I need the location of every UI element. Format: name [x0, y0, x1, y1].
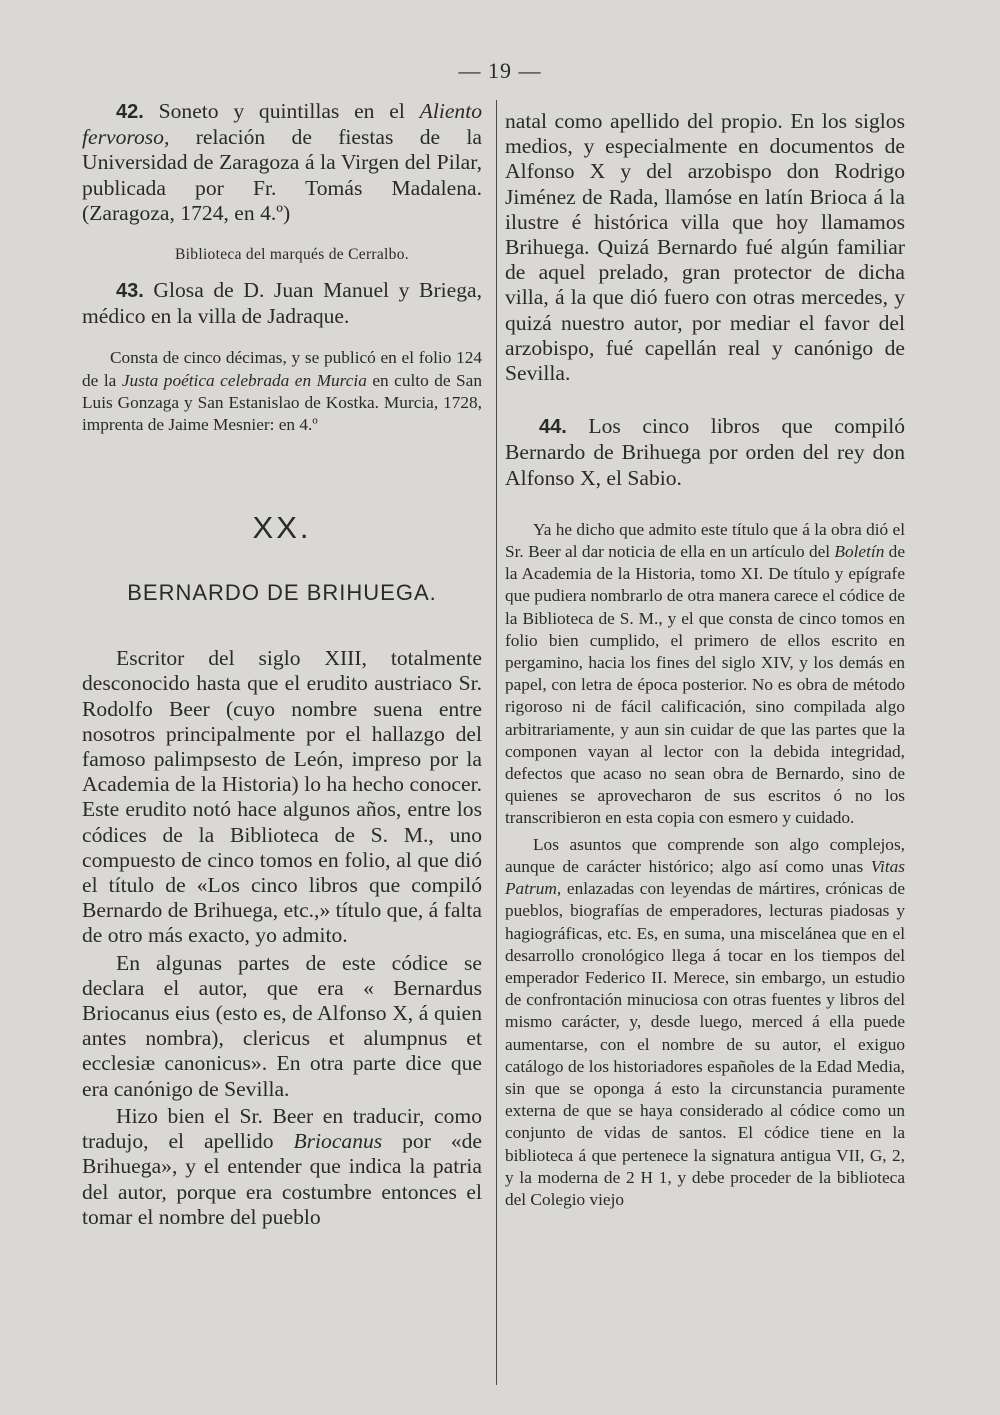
- body-italic: Briocanus: [293, 1129, 383, 1154]
- note-italic: Vitas Patrum,: [505, 856, 905, 899]
- entry-text: relación de fiestas de la Universidad de Zaragoza á la Virgen del Pilar, publicada por Fr. Tomás Madalena. (Zaragoza, 1724, en 4.º): [82, 125, 482, 225]
- entry-text: Glosa de D. Juan Manuel y Briega, médico en la villa de Jadraque.: [82, 278, 482, 329]
- body-text: Hizo bien el Sr. Beer en traducir, como tradujo, el apellido: [82, 1103, 482, 1154]
- entry-number: 44.: [539, 416, 567, 439]
- body-paragraph: natal como apellido del propio. En los siglos medios, y especialmente en documentos de Alfonso X y del arzobispo don Rodrigo Jiménez de Rada, llamóse en latín Brioca á la ilustre é histórica villa que hoy llamamos Brihuega. Quizá Bernardo fué algún familiar de aquel prelado, gran protector de dicha villa, á la que dió fuero con otras mercedes, y quizá nuestro autor, por mediar el favor del arzobispo, fué capellán real y canónigo de Sevilla.: [505, 109, 905, 386]
- note-italic: Boletín: [834, 542, 885, 562]
- entry-number: 43.: [116, 280, 144, 303]
- note-text: Consta de cinco décimas, y se publicó en el folio 124 de la: [82, 348, 482, 390]
- body-text: por «de Brihuega», y el entender que indica la patria del autor, porque era costumbre entonces el tomar el nombre del pueblo: [82, 1129, 482, 1229]
- note-text: de la Academia de la Historia, tomo XI. De título y epígrafe que pudiera nombrarlo de otra manera carece el códice de la Biblioteca de S. M., y el que consta de cinco tomos en folio bien cumplido, el primero de ellos escrito en pergamino, hacia los fines del siglo XIV, y los demás en papel, con letra de época posterior. No es obra de método rigoroso ni de fácil calificación, sino compilada algo arbitrariamente, y aun sin cuidar de que las partes que la componen vayan al lector con la debida integridad, defectos que acaso no sean obra de Bernardo, sino de quienes se aprovecharon de sus escritos ó no los transcribieron en esta copia con esmero y cuidado.: [505, 542, 905, 828]
- note-44-continued: [505, 834, 905, 1211]
- entry-text: Los cinco libros que compiló Bernardo de Brihuega por orden del rey don Alfonso X, el Sabio.: [505, 414, 905, 490]
- source-note: Biblioteca del marqués de Cerralbo.: [175, 246, 409, 264]
- section-title: BERNARDO DE BRIHUEGA.: [127, 580, 437, 606]
- entry-text: Soneto y quintillas en el: [143, 99, 420, 123]
- note-text: Los asuntos que comprende son algo complejos, aunque de carácter histórico; algo así como unas: [505, 834, 905, 876]
- note-text: Ya he dicho que admito este título que á la obra dió el Sr. Beer al dar noticia de ella en un artículo del: [505, 519, 905, 562]
- entry-number: 42.: [116, 101, 144, 123]
- entry-44: [505, 414, 905, 491]
- section-number: XX.: [252, 510, 312, 546]
- right-column: [505, 95, 905, 1211]
- note-text: enlazadas con leyendas de mártires, crónicas de pueblos, biografías de emperadores, lecturas piadosas y hagiográficas, etc. Es, en suma, una miscelánea que en el desarrollo cronológico llega á tocar en los tiempos del emperador Federico II. Merece, sin embargo, un estudio de confrontación minuciosa con otras fuentes y libros del mismo carácter, y, desde luego, merced á ella puede aumentarse, con el nombre de su autor, el exiguo catálogo de los historiadores españoles de la Edad Media, sin que se oponga á esto la circunstancia puramente externa de que se haya considerado al códice como un conjunto de vidas de santos. El códice tiene en la biblioteca á que pertenece la signatura antigua VII, G, 2, y la moderna de 2 H 1, y debe proceder de la biblioteca del Colegio viejo: [505, 879, 905, 1209]
- left-column: [82, 95, 482, 1230]
- body-paragraph: [82, 1104, 482, 1230]
- entry-title-italic: Aliento fervoroso,: [82, 99, 482, 150]
- page-number: — 19 —: [458, 58, 542, 83]
- note-text: en culto de San Luis Gonzaga y San Estanislao de Kostka. Murcia, 1728, imprenta de Jaime Mesnier: en 4.º: [82, 370, 482, 435]
- entry-42: [82, 99, 482, 226]
- entry-43: [82, 278, 482, 329]
- body-paragraph: En algunas partes de este códice se declara el autor, que era « Bernardus Briocanus eius (esto es, de Alfonso X, á quien antes nombra), clericus et alumpnus et ecclesiæ canonicus». En otra parte dice que era canónigo de Sevilla.: [82, 950, 482, 1101]
- body-paragraph: Escritor del siglo XIII, totalmente desconocido hasta que el erudito austriaco Sr. Rodolfo Beer (cuyo nombre suena entre nosotros principalmente por el hallazgo del famoso palimpsesto de León, impreso por la Academia de la Historia) lo ha hecho conocer. Este erudito notó hace algunos años, entre los códices de la Biblioteca de S. M., uno compuesto de cinco tomos en folio, al que dió el título de «Los cinco libros que compiló Bernardo de Brihuega, etc.,» título que, á falta de otro más exacto, yo admito.: [82, 646, 482, 948]
- note-44: [505, 519, 905, 830]
- column-divider: [496, 100, 497, 1385]
- note-italic: Justa poética celebrada en Murcia: [121, 370, 367, 390]
- note-43: [82, 347, 482, 436]
